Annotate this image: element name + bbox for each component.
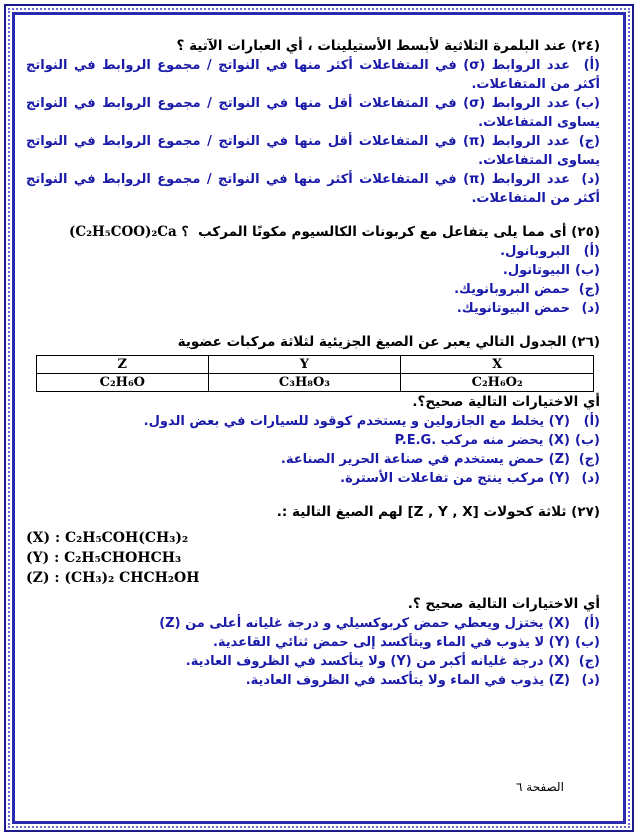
formula-z: (Z) : (CH₃)₂ CHCH₂OH (26, 570, 200, 586)
formula-x: (X) : C₂H₅COH(CH₃)₂ (26, 530, 189, 546)
compounds-table (36, 355, 594, 392)
question-27-prompt: أي الاختيارات التالية صحيح ؟. (407, 596, 600, 612)
question-26-prompt: أي الاختيارات التالية صحيح؟. (412, 394, 600, 410)
q24-option-d[interactable]: (د)عدد الروابط (π) في المتفاعلات أكثر منها في النواتج / مجموع الروابط في النواتج أكثر من المتفاعلات. (26, 172, 600, 206)
table-header-x: X (401, 356, 594, 374)
q25-option-d[interactable]: (د)حمض البيوتانويك. (456, 301, 600, 316)
table-cell-z: C₂H₆O (37, 374, 209, 392)
question-26-options (26, 412, 600, 488)
q26-option-b[interactable]: (ب)(X) يحضر منه مركب .P.E.G (394, 433, 600, 448)
formula-y: (Y) : C₂H₅CHOHCH₃ (26, 550, 182, 566)
q26-option-c[interactable]: (ج)(Z) حمض يستخدم في صناعة الحرير الصناعة. (280, 452, 600, 467)
q25-option-a[interactable]: (أ)البروبانول. (500, 244, 600, 259)
table-row (37, 374, 594, 392)
q24-option-a[interactable]: (أ)عدد الروابط (σ) في المتفاعلات أكثر منها في النواتج / مجموع الروابط في النواتج أكثر من المتفاعلات. (26, 58, 600, 92)
question-27-title: (٢٧) ثلاثة كحولات [Z , Y , X] لهم الصيغ التالية :. (276, 504, 600, 520)
table-cell-y: C₃H₈O₃ (208, 374, 401, 392)
question-24-title: (٢٤) عند البلمرة الثلاثية لأبسط الأستيلينات ، أي العبارات الآتية ؟ (176, 38, 600, 54)
q26-option-a[interactable]: (أ)(Y) يخلط مع الجازولين و يستخدم كوقود للسيارات في بعض الدول. (143, 414, 600, 429)
table-header-y: Y (208, 356, 401, 374)
q24-option-c[interactable]: (ج)عدد الروابط (π) في المتفاعلات أقل منها في النواتج / مجموع الروابط في النواتج يساوى المتفاعلات. (26, 134, 600, 168)
q26-option-d[interactable]: (د)(Y) مركب ينتج من تفاعلات الأسترة. (340, 471, 600, 486)
q24-option-b[interactable]: (ب)عدد الروابط (σ) في المتفاعلات أقل منها في النواتج / مجموع الروابط في النواتج يساوى المتفاعلات. (26, 96, 600, 130)
q27-option-d[interactable]: (د)(Z) يذوب في الماء ولا يتأكسد في الظروف العادية. (245, 673, 600, 688)
table-header-z: Z (37, 356, 209, 374)
q27-option-b[interactable]: (ب)(Y) لا يذوب في الماء ويتأكسد إلى حمض ثنائي القاعدية. (212, 635, 600, 650)
q25-formula: (C₂H₅COO)₂Ca ؟ (69, 224, 189, 240)
page-number: الصفحة ٦ (516, 780, 564, 794)
q25-option-b[interactable]: (ب)البيوتانول. (502, 263, 600, 278)
table-cell-x: C₂H₆O₂ (401, 374, 594, 392)
question-25-title: (٢٥) أى مما يلى يتفاعل مع كربونات الكالسيوم مكونًا المركب (C₂H₅COO)₂Ca ؟ (69, 224, 600, 240)
question-26-title: (٢٦) الجدول التالي يعبر عن الصيغ الجزيئية لثلاثة مركبات عضوية (177, 334, 600, 350)
question-25-options (26, 242, 600, 318)
question-24-options (26, 56, 600, 208)
table-header-row (37, 356, 594, 374)
q27-option-c[interactable]: (ج)(X) درجة غليانه أكبر من (Y) ولا يتأكسد في الظروف العادية. (185, 654, 600, 669)
q25-option-c[interactable]: (ج)حمض البروبانويك. (454, 282, 600, 297)
exam-page (26, 36, 600, 816)
question-27-options (26, 614, 600, 690)
q27-option-a[interactable]: (أ)(X) يختزل ويعطي حمض كربوكسيلي و درجة غليانه أعلى من (Z) (159, 616, 600, 631)
